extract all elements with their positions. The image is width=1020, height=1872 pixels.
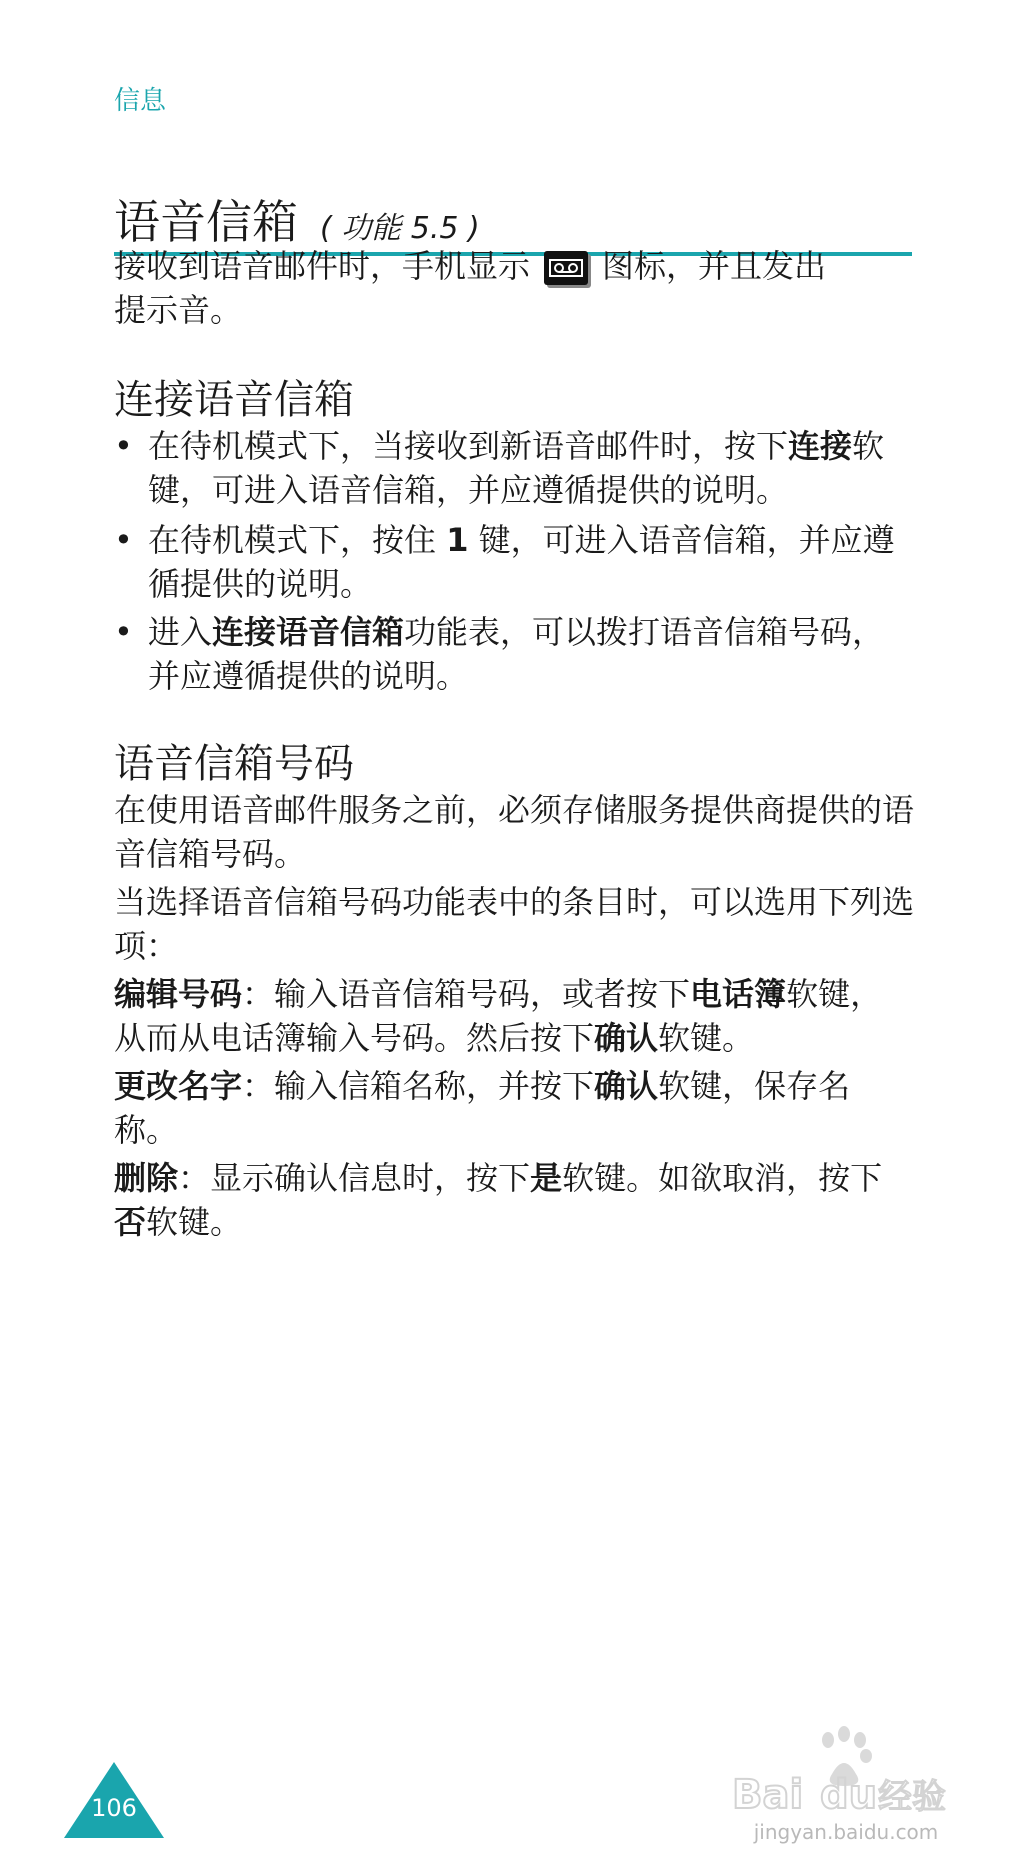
- watermark-url: jingyan.baidu.com: [753, 1820, 939, 1844]
- function-reference: ( 功能 5.5 ): [320, 211, 480, 246]
- option-text: 软键，保存名称。: [114, 1067, 851, 1149]
- option-change-name: [114, 1064, 914, 1152]
- option-bold: 确认: [594, 1019, 659, 1057]
- list-item: [114, 610, 914, 698]
- option-bold: 是: [530, 1159, 563, 1197]
- bullet-bold: 连接语音信箱: [212, 613, 405, 651]
- option-term: 删除: [114, 1159, 179, 1197]
- list-item: [114, 518, 914, 606]
- voicemail-icon: [544, 251, 588, 285]
- option-bold: 否: [114, 1203, 147, 1241]
- bullet-bold: 连接: [788, 427, 853, 465]
- intro-text-3: 提示音。: [114, 291, 243, 329]
- bullet-dot: •: [114, 613, 133, 651]
- intro-paragraph: [114, 244, 914, 332]
- bullet-text: 键，可进入语音信箱，并应遵循提供的说明。: [148, 521, 895, 603]
- option-bold: 电话簿: [690, 975, 787, 1013]
- intro-text-1: 接收到语音邮件时，手机显示: [114, 247, 531, 285]
- option-text: 显示确认信息时，按下: [210, 1159, 531, 1197]
- bullet-text: 在待机模式下，按住: [148, 521, 447, 559]
- option-sep: ：: [242, 975, 275, 1013]
- svg-text:Bai: Bai: [732, 1772, 804, 1818]
- bullet-bold: 1: [446, 521, 469, 559]
- svg-text:du: du: [820, 1772, 878, 1818]
- intro-text-2: 图标，并且发出: [602, 247, 827, 285]
- option-text: 软键。: [658, 1019, 755, 1057]
- option-term: 更改名字: [114, 1067, 243, 1105]
- option-sep: ：: [242, 1067, 275, 1105]
- option-bold: 确认: [594, 1067, 659, 1105]
- option-term: 编辑号码: [114, 975, 243, 1013]
- number-paragraph-2: 当选择语音信箱号码功能表中的条目时，可以选用下列选项：: [114, 883, 915, 965]
- number-heading: 语音信箱号码: [114, 741, 354, 787]
- option-text: 软键。如欲取消，按下: [562, 1159, 883, 1197]
- section-label: 信息: [114, 86, 167, 116]
- bullet-dot: •: [114, 427, 133, 465]
- option-edit-number: [114, 972, 914, 1060]
- svg-text:经验: 经验: [878, 1777, 946, 1817]
- list-item: [114, 424, 914, 512]
- connect-heading: 连接语音信箱: [114, 377, 354, 423]
- option-text: 软键。: [146, 1203, 243, 1241]
- bullet-text: 在待机模式下，当接收到新语音邮件时，按下: [148, 427, 789, 465]
- page-title: [114, 186, 480, 252]
- bullet-text: 功能表，可以拨打语音信箱号码，并应遵循提供的说明。: [148, 613, 885, 695]
- number-paragraph-1: 在使用语音邮件服务之前，必须存储服务提供商提供的语音信箱号码。: [114, 791, 915, 873]
- option-text: 输入信箱名称，并按下: [274, 1067, 595, 1105]
- page-number: 106: [91, 1794, 137, 1822]
- option-text: 输入语音信箱号码，或者按下: [274, 975, 691, 1013]
- bullet-dot: •: [114, 521, 133, 559]
- option-delete: [114, 1156, 914, 1244]
- page-title-text: 语音信箱: [114, 195, 298, 249]
- bullet-text: 进入: [148, 613, 213, 651]
- bullet-text: 软键，可进入语音信箱，并应遵循提供的说明。: [148, 427, 885, 509]
- option-text: 软键，从而从电话簿输入号码。然后按下: [114, 975, 883, 1057]
- option-sep: ：: [178, 1159, 211, 1197]
